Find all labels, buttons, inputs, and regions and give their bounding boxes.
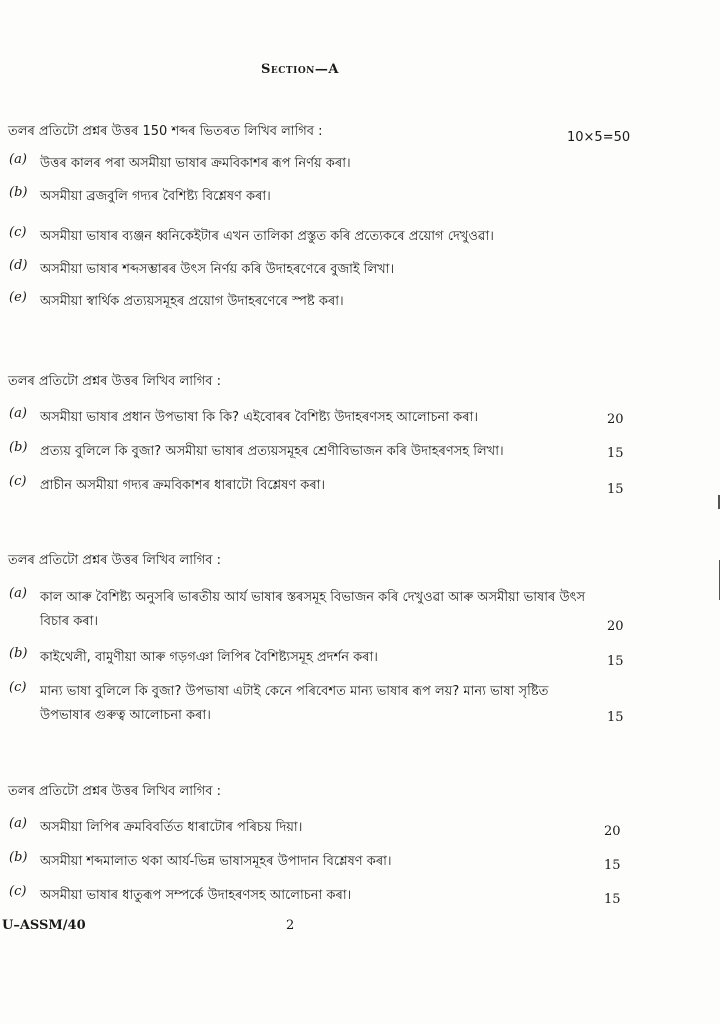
question-text: অসমীয়া লিপিৰ ক্ৰমবিবৰ্তিত ধাৰাটোৰ পৰিচয় দিয়া। [40,820,303,835]
question-label: (b) [9,850,28,865]
question-text: প্ৰত্যয় বুলিলে কি বুজা? অসমীয়া ভাষাৰ প্ৰত্যয়সমূহৰ শ্ৰেণীবিভাজন কৰি উদাহৰণসহ লিখা। [40,444,504,459]
question-label: (c) [9,680,27,695]
question-label: (a) [9,406,27,421]
question-text: অসমীয়া ব্ৰজবুলি গদ্যৰ বৈশিষ্ট্য বিশ্লেষণ কৰা। [40,189,271,204]
question-label: (d) [9,258,28,273]
question-text: অসমীয়া ভাষাৰ ধাতুৰূপ সম্পৰ্কে উদাহৰণসহ আলোচনা কৰা। [40,888,352,903]
question-text: অসমীয়া শব্দমালাত থকা আৰ্য-ভিন্ন ভাষাসমূহৰ উপাদান বিশ্লেষণ কৰা। [40,854,392,869]
question-text: কাইথেলী, বামুণীয়া আৰু গড়গঞা লিপিৰ বৈশিষ্ট্যসমূহ প্ৰদৰ্শন কৰা। [40,650,378,665]
question-label: (b) [9,646,28,661]
question-marks: 15 [607,446,624,461]
question-text: অসমীয়া স্বাৰ্থিক প্ৰত্যয়সমূহৰ প্ৰয়োগ উদাহৰণেৰে স্পষ্ট কৰা। [40,294,344,309]
question-label: (a) [9,586,27,601]
question-text: অসমীয়া ভাষাৰ শব্দসম্ভাৰৰ উৎস নিৰ্ণয় কৰি উদাহৰণেৰে বুজাই লিখা। [40,262,395,277]
question-marks: 20 [604,824,621,839]
group-3-instruction: তলৰ প্ৰতিটো প্ৰশ্নৰ উত্তৰ লিখিব লাগিব : [8,553,221,568]
page-number: 2 [286,918,295,933]
paper-code: U–ASSM/40 [2,918,86,933]
question-marks: 20 [607,619,624,634]
question-marks: 20 [607,412,624,427]
question-label: (c) [9,225,27,240]
question-marks: 15 [604,892,621,907]
question-text: প্ৰাচীন অসমীয়া গদ্যৰ ক্ৰমবিকাশৰ ধাৰাটো বিশ্লেষণ কৰা। [40,478,326,493]
group-2-instruction: তলৰ প্ৰতিটো প্ৰশ্নৰ উত্তৰ লিখিব লাগিব : [8,374,221,389]
question-label: (c) [9,474,27,489]
question-marks: 15 [607,710,624,725]
question-marks: 15 [604,858,621,873]
question-label: (b) [9,185,28,200]
question-text: অসমীয়া ভাষাৰ ব্যঞ্জন ধ্বনিকেইটাৰ এখন তালিকা প্ৰস্তুত কৰি প্ৰত্যেকৰে প্ৰয়োগ দেখুওৱা। [40,229,494,244]
group-1-marks: 10×5=50 [567,130,631,145]
question-marks: 15 [607,482,624,497]
group-4-instruction: তলৰ প্ৰতিটো প্ৰশ্নৰ উত্তৰ লিখিব লাগিব : [8,784,221,799]
group-1-instruction: তলৰ প্ৰতিটো প্ৰশ্নৰ উত্তৰ 150 শব্দৰ ভিতৰত লিখিব লাগিব : [8,124,323,139]
question-label: (a) [9,816,27,831]
question-label: (a) [9,152,27,167]
question-text: কাল আৰু বৈশিষ্ট্য অনুসৰি ভাৰতীয় আৰ্য ভাষাৰ স্তৰসমূহ বিভাজন কৰি দেখুওৱা আৰু অসমীয়া ভাষাৰ উৎস বিচাৰ কৰা। [40,590,586,629]
section-title: Section—A [261,62,339,77]
question-label: (b) [9,440,28,455]
question-label: (e) [9,290,27,305]
question-marks: 15 [607,654,624,669]
question-label: (c) [9,884,27,899]
question-text: অসমীয়া ভাষাৰ প্ৰধান উপভাষা কি কি? এইবোৰৰ বৈশিষ্ট্য উদাহৰণসহ আলোচনা কৰা। [40,410,479,425]
question-text: মান্য ভাষা বুলিলে কি বুজা? উপভাষা এটাই কেনে পৰিবেশত মান্য ভাষাৰ ৰূপ লয়? মান্য ভাষা সৃষ্টিত উপভাষাৰ গুৰুত্ব আলোচনা কৰা। [40,684,549,723]
question-text: উত্তৰ কালৰ পৰা অসমীয়া ভাষাৰ ক্ৰমবিকাশৰ ৰূপ নিৰ্ণয় কৰা। [40,156,351,171]
